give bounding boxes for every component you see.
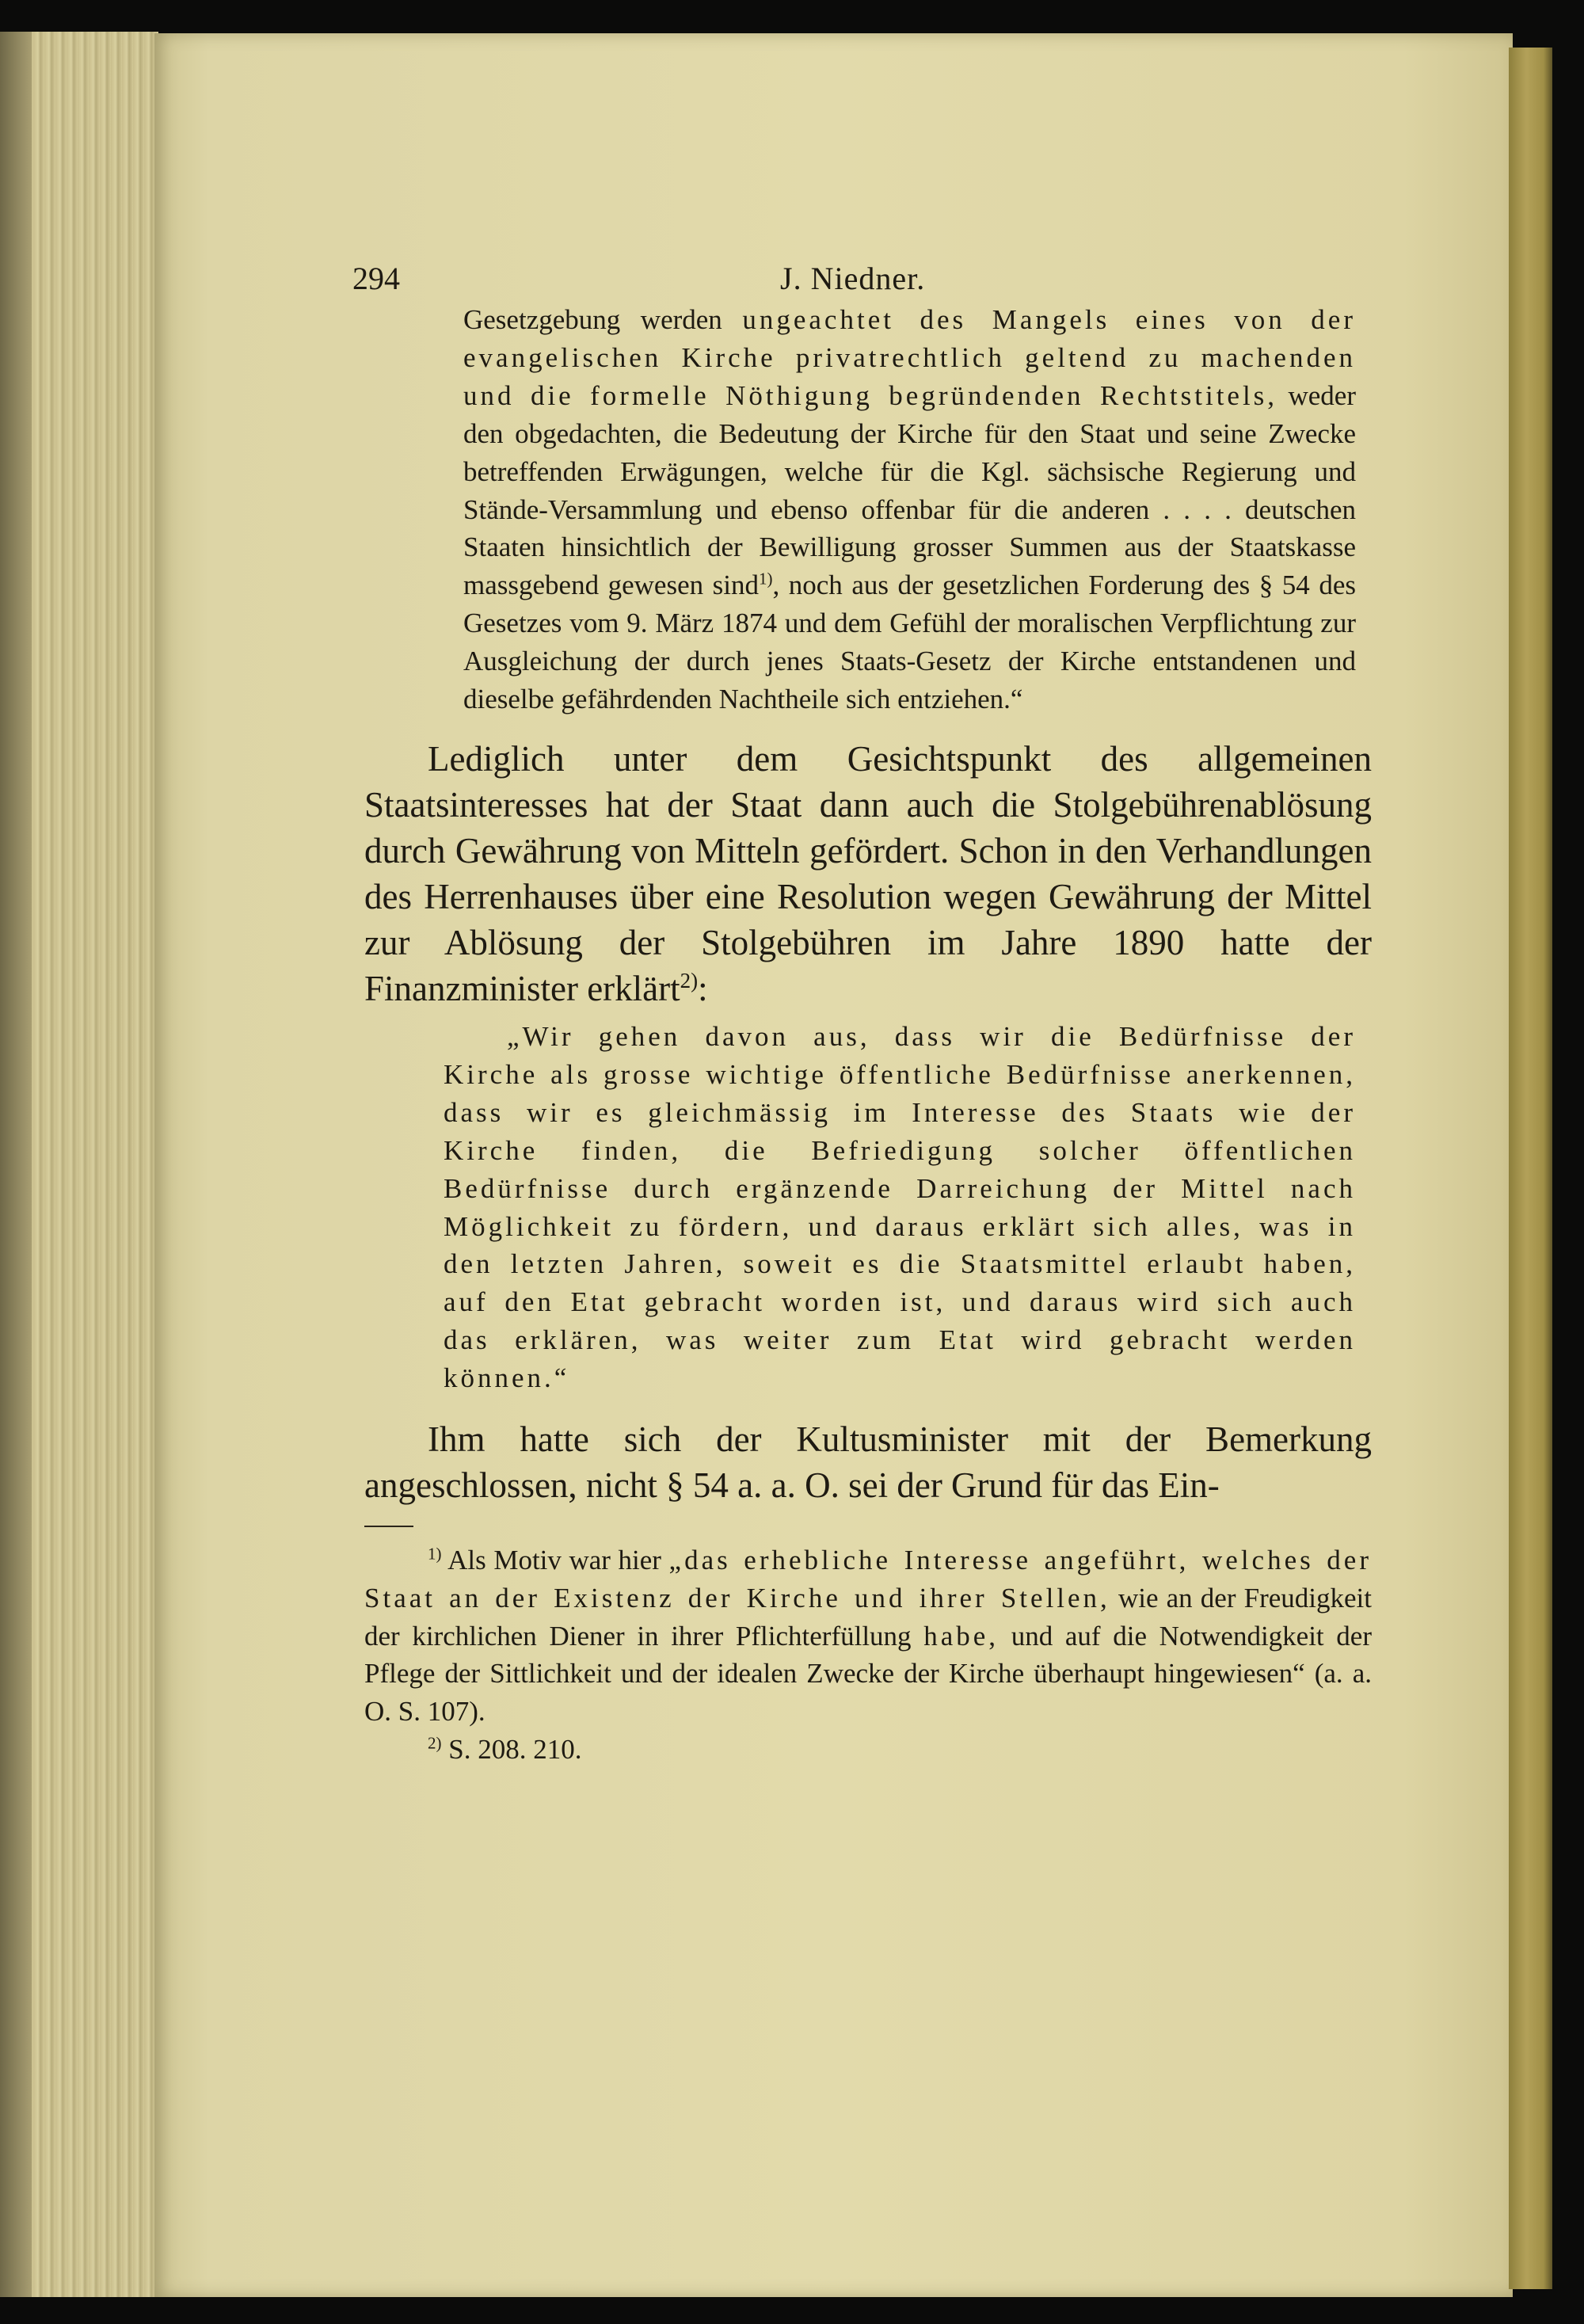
footnote-rule (364, 1526, 413, 1527)
block-quote-continued (364, 301, 1372, 718)
quote-segment: Gesetzgebung werden (463, 304, 743, 335)
footnote-text-spaced: habe, (923, 1620, 1000, 1652)
footnote-ref-2: 2) (680, 968, 699, 992)
body-paragraph-2 (364, 1416, 1372, 1508)
footnote-text: und auf die Notwendigkeit der Pflege der Sittlichkeit und der idealen Zwecke der Kirche überhaupt hingewiesen“ (a. a. O. S. 107). (364, 1620, 1372, 1728)
paragraph-text: Lediglich unter dem Gesichtspunkt des allgemeinen Staatsinteresses hat der Staat dann auch die Stolgebührenablösung durch Gewährung von Mitteln gefördert. Schon in den Verhandlungen des Herrenhauses über eine Resolution wegen Gewährung der Mittel zur Ablösung der Stolgebühren im Jahre 1890 hatte der Finanzminister erklärt (364, 738, 1372, 1008)
footnote-ref-1: 1) (758, 569, 773, 589)
page-header (352, 253, 1374, 301)
running-head: J. Niedner. (780, 261, 926, 296)
footnote-text: Als Motiv war hier (441, 1545, 669, 1576)
footnote-text: S. 208. 210. (441, 1734, 582, 1766)
quote-segment: , noch aus der gesetzlichen Forderung des § 54 des Gesetzes vom 9. März 1874 und dem Gefühl der moralischen Verpflichtung zur Ausgleichung der durch jenes Staats-Gesetz der Kirche entstandenen und dieselbe gefährdenden Nachtheile sich entziehen.“ (463, 570, 1356, 715)
footnote-text: wie an der Freudigkeit der kirchlichen Diener in ihrer Pflichterfüllung (364, 1582, 1373, 1652)
footnote-1 (364, 1541, 1372, 1731)
block-quote-finanzminister (364, 1018, 1372, 1397)
quote-segment: weder den obgedachten, die Bedeutung der Kirche für den Staat und seine Zwecke betreffenden Erwägungen, welche für die Kgl. sächsische Regierung und Stände-Versammlung und ebenso offenbar für die anderen . . . . deutschen Staaten hinsichtlich der Bewilligung grosser Summen aus der Staatskasse massgebend gewesen sind (463, 379, 1356, 601)
footnote-2 (364, 1731, 1372, 1769)
quote-segment-spaced: ungeachtet des Mangels eines von der evangelischen Kirche privatrechtlich geltend zu machenden und die formelle Nöthigung begründenden Rechtstitels, (463, 304, 1356, 411)
footnote-marker-2: 2) (428, 1733, 442, 1753)
body-paragraph-1 (364, 736, 1372, 1012)
paragraph-text-end: : (698, 968, 708, 1008)
quote-text: „Wir gehen davon aus, dass wir die Bedürfnisse der Kirche als grosse wichtige öffentliche Bedürfnisse anerkennen, dass wir es gleichmässig im Interesse des Staats wie der Kirche finden, die Befriedigung solcher öffentlichen Bedürfnisse durch ergänzende Darreichung der Mittel nach Möglichkeit zu fördern, und daraus erklärt sich alles, was in den letzten Jahren, soweit es die Staatsmittel erlaubt haben, auf den Etat gebracht worden ist, und daraus wird sich auch das erklären, was weiter zum Etat wird gebracht werden können.“ (444, 1020, 1356, 1394)
footnote-text-spaced: „das erhebliche Interesse angeführt, welches der Staat an der Existenz der Kirche und ihrer Stellen, (364, 1545, 1372, 1613)
page-number: 294 (352, 261, 400, 296)
paragraph-text: Ihm hatte sich der Kultusminister mit der Bemerkung angeschlossen, nicht § 54 a. a. O. sei der Grund für das Ein- (364, 1419, 1372, 1506)
footnote-marker-1: 1) (428, 1544, 442, 1564)
book-spine-shadow (0, 32, 32, 2297)
page-text (352, 253, 1373, 1769)
footnotes (364, 1541, 1372, 1769)
facing-page-edge (1509, 48, 1552, 2289)
